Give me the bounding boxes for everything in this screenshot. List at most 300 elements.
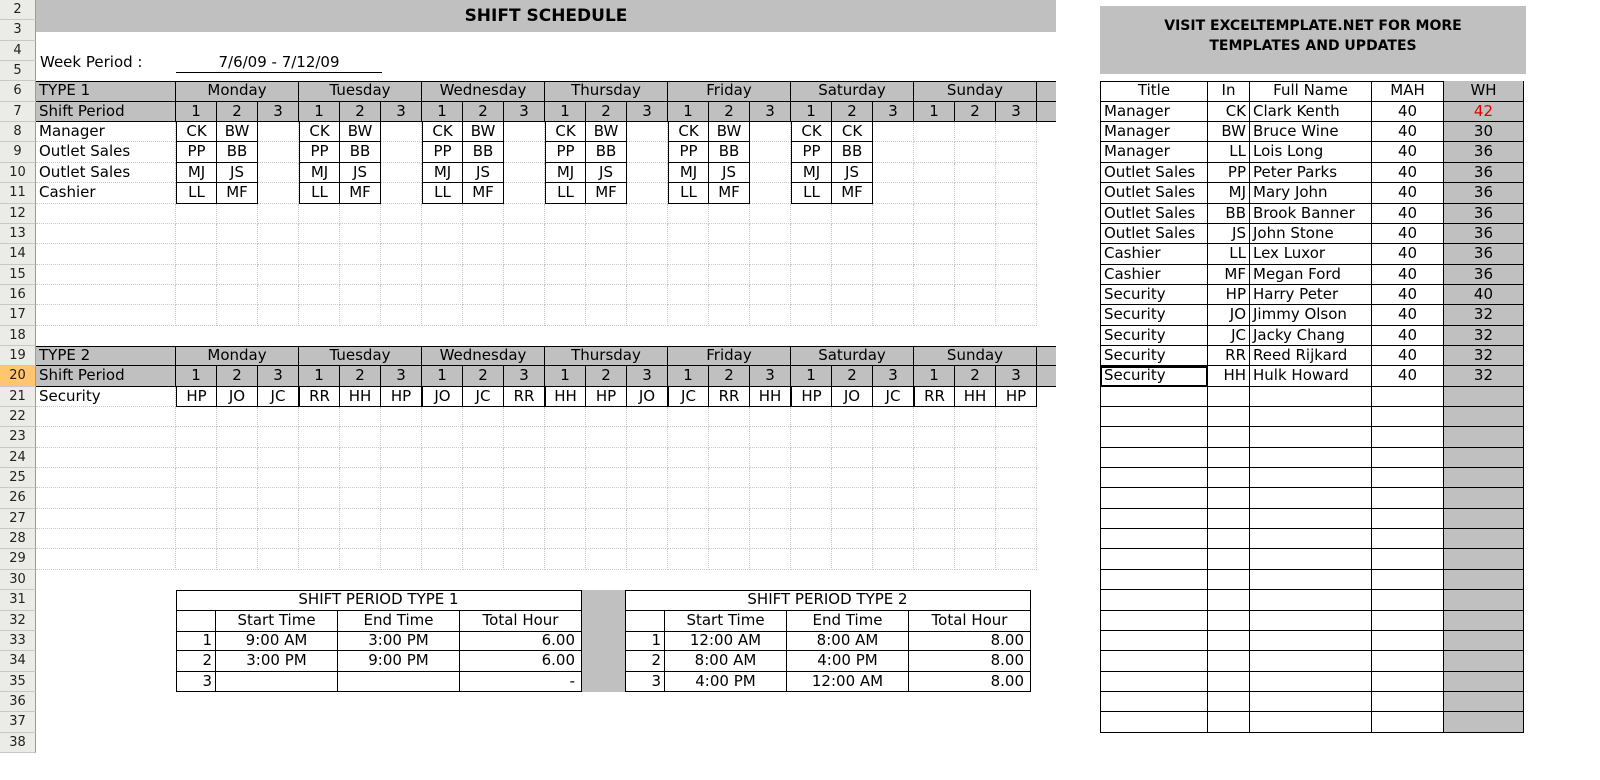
- grid-cell[interactable]: [873, 224, 914, 244]
- staff-initials[interactable]: [1208, 549, 1250, 570]
- grid-cell[interactable]: [668, 244, 709, 265]
- grid-cell[interactable]: [791, 407, 832, 427]
- staff-initials[interactable]: [1208, 448, 1250, 468]
- grid-cell[interactable]: [709, 529, 750, 549]
- staff-mah[interactable]: [1372, 631, 1444, 651]
- grid-cell[interactable]: [914, 204, 955, 224]
- schedule-cell[interactable]: RR: [504, 387, 545, 407]
- grid-cell[interactable]: [176, 204, 217, 224]
- staff-mah[interactable]: 40: [1372, 204, 1444, 224]
- staff-mah[interactable]: [1372, 387, 1444, 407]
- schedule-cell[interactable]: [381, 122, 422, 142]
- schedule-cell[interactable]: JC: [873, 387, 914, 407]
- staff-full-name[interactable]: [1250, 488, 1372, 509]
- row-number[interactable]: 27: [0, 509, 36, 529]
- staff-title[interactable]: [1100, 672, 1208, 692]
- active-cell-outline[interactable]: [1100, 366, 1208, 387]
- staff-mah[interactable]: 40: [1372, 183, 1444, 204]
- staff-wh[interactable]: [1444, 570, 1524, 590]
- staff-wh[interactable]: [1444, 692, 1524, 712]
- row-number[interactable]: 23: [0, 427, 36, 448]
- schedule-cell[interactable]: MJ: [422, 163, 463, 183]
- schedule-cell[interactable]: HP: [791, 387, 832, 407]
- grid-cell[interactable]: [299, 509, 340, 529]
- grid-cell[interactable]: [996, 448, 1037, 468]
- schedule-cell[interactable]: RR: [709, 387, 750, 407]
- grid-cell[interactable]: [36, 407, 176, 427]
- grid-cell[interactable]: [914, 265, 955, 285]
- staff-wh[interactable]: 32: [1444, 305, 1524, 326]
- grid-cell[interactable]: [422, 265, 463, 285]
- schedule-cell[interactable]: MJ: [545, 163, 586, 183]
- schedule-cell[interactable]: [873, 122, 914, 142]
- schedule-cell[interactable]: JS: [217, 163, 258, 183]
- staff-initials[interactable]: JS: [1208, 224, 1250, 244]
- grid-cell[interactable]: [586, 204, 627, 224]
- staff-mah[interactable]: [1372, 611, 1444, 631]
- grid-cell[interactable]: [36, 244, 176, 265]
- grid-cell[interactable]: [832, 448, 873, 468]
- staff-title[interactable]: Outlet Sales: [1100, 183, 1208, 204]
- staff-initials[interactable]: BW: [1208, 122, 1250, 142]
- staff-mah[interactable]: 40: [1372, 102, 1444, 122]
- staff-wh[interactable]: 36: [1444, 142, 1524, 163]
- row-number[interactable]: 10: [0, 163, 36, 183]
- staff-mah[interactable]: [1372, 529, 1444, 549]
- schedule-cell[interactable]: RR: [914, 387, 955, 407]
- staff-full-name[interactable]: Megan Ford: [1250, 265, 1372, 285]
- grid-cell[interactable]: [873, 448, 914, 468]
- grid-cell[interactable]: [504, 427, 545, 448]
- grid-cell[interactable]: [996, 529, 1037, 549]
- grid-cell[interactable]: [422, 244, 463, 265]
- schedule-cell[interactable]: [381, 183, 422, 204]
- grid-cell[interactable]: [914, 468, 955, 488]
- schedule-cell[interactable]: [627, 163, 668, 183]
- staff-title[interactable]: Outlet Sales: [1100, 224, 1208, 244]
- grid-cell[interactable]: [217, 529, 258, 549]
- grid-cell[interactable]: [258, 224, 299, 244]
- staff-wh[interactable]: 36: [1444, 204, 1524, 224]
- grid-cell[interactable]: [873, 204, 914, 224]
- grid-cell[interactable]: [914, 509, 955, 529]
- schedule-cell[interactable]: MJ: [668, 163, 709, 183]
- grid-cell[interactable]: [996, 407, 1037, 427]
- staff-wh[interactable]: [1444, 468, 1524, 488]
- staff-title[interactable]: [1100, 549, 1208, 570]
- grid-cell[interactable]: [217, 549, 258, 570]
- grid-cell[interactable]: [750, 427, 791, 448]
- grid-cell[interactable]: [340, 204, 381, 224]
- schedule-cell[interactable]: HH: [955, 387, 996, 407]
- grid-cell[interactable]: [586, 509, 627, 529]
- grid-cell[interactable]: [627, 509, 668, 529]
- staff-mah[interactable]: [1372, 468, 1444, 488]
- grid-cell[interactable]: [996, 204, 1037, 224]
- grid-cell[interactable]: [422, 224, 463, 244]
- grid-cell[interactable]: [668, 529, 709, 549]
- grid-cell[interactable]: [791, 529, 832, 549]
- grid-cell[interactable]: [299, 448, 340, 468]
- grid-cell[interactable]: [955, 244, 996, 265]
- grid-cell[interactable]: [258, 407, 299, 427]
- row-number[interactable]: 4: [0, 41, 36, 61]
- row-number[interactable]: 36: [0, 692, 36, 712]
- grid-cell[interactable]: [463, 224, 504, 244]
- grid-cell[interactable]: [627, 427, 668, 448]
- staff-initials[interactable]: [1208, 468, 1250, 488]
- grid-cell[interactable]: [340, 285, 381, 305]
- schedule-cell[interactable]: BB: [217, 142, 258, 163]
- staff-title[interactable]: [1100, 631, 1208, 651]
- staff-mah[interactable]: 40: [1372, 346, 1444, 366]
- row-number[interactable]: 29: [0, 549, 36, 570]
- grid-cell[interactable]: [463, 244, 504, 265]
- staff-full-name[interactable]: [1250, 468, 1372, 488]
- grid-cell[interactable]: [381, 305, 422, 326]
- grid-cell[interactable]: [258, 244, 299, 265]
- schedule-row-title[interactable]: Outlet Sales: [36, 163, 176, 183]
- staff-initials[interactable]: [1208, 427, 1250, 448]
- grid-cell[interactable]: [955, 488, 996, 509]
- staff-full-name[interactable]: [1250, 692, 1372, 712]
- grid-cell[interactable]: [627, 407, 668, 427]
- staff-wh[interactable]: [1444, 488, 1524, 509]
- grid-cell[interactable]: [36, 448, 176, 468]
- schedule-row-title[interactable]: Manager: [36, 122, 176, 142]
- schedule-cell[interactable]: [258, 142, 299, 163]
- grid-cell[interactable]: [709, 549, 750, 570]
- schedule-cell[interactable]: BW: [217, 122, 258, 142]
- grid-cell[interactable]: [586, 448, 627, 468]
- grid-cell[interactable]: [873, 509, 914, 529]
- row-number[interactable]: 22: [0, 407, 36, 427]
- staff-title[interactable]: Cashier: [1100, 265, 1208, 285]
- end-time[interactable]: [338, 672, 460, 692]
- schedule-cell[interactable]: [873, 142, 914, 163]
- grid-cell[interactable]: [832, 305, 873, 326]
- staff-wh[interactable]: [1444, 590, 1524, 611]
- staff-initials[interactable]: [1208, 509, 1250, 529]
- grid-cell[interactable]: [258, 204, 299, 224]
- grid-cell[interactable]: [299, 305, 340, 326]
- start-time[interactable]: 12:00 AM: [665, 631, 787, 651]
- row-number[interactable]: 9: [0, 142, 36, 163]
- row-number[interactable]: 33: [0, 631, 36, 651]
- grid-cell[interactable]: [504, 529, 545, 549]
- grid-cell[interactable]: [217, 244, 258, 265]
- row-number[interactable]: 37: [0, 712, 36, 733]
- schedule-cell[interactable]: LL: [791, 183, 832, 204]
- grid-cell[interactable]: [586, 305, 627, 326]
- schedule-cell[interactable]: JO: [422, 387, 463, 407]
- schedule-cell[interactable]: [996, 122, 1037, 142]
- grid-cell[interactable]: [258, 305, 299, 326]
- staff-title[interactable]: Security: [1100, 305, 1208, 326]
- schedule-row-title[interactable]: Cashier: [36, 183, 176, 204]
- grid-cell[interactable]: [668, 488, 709, 509]
- schedule-cell[interactable]: HH: [340, 387, 381, 407]
- grid-cell[interactable]: [791, 285, 832, 305]
- schedule-cell[interactable]: [914, 163, 955, 183]
- grid-cell[interactable]: [668, 407, 709, 427]
- grid-cell[interactable]: [750, 448, 791, 468]
- staff-title[interactable]: [1100, 427, 1208, 448]
- grid-cell[interactable]: [791, 244, 832, 265]
- staff-title[interactable]: [1100, 448, 1208, 468]
- grid-cell[interactable]: [504, 407, 545, 427]
- grid-cell[interactable]: [873, 265, 914, 285]
- grid-cell[interactable]: [340, 468, 381, 488]
- staff-title[interactable]: [1100, 529, 1208, 549]
- schedule-cell[interactable]: JS: [463, 163, 504, 183]
- row-number[interactable]: 13: [0, 224, 36, 244]
- grid-cell[interactable]: [709, 448, 750, 468]
- staff-initials[interactable]: [1208, 631, 1250, 651]
- staff-wh[interactable]: [1444, 509, 1524, 529]
- grid-cell[interactable]: [914, 407, 955, 427]
- grid-cell[interactable]: [340, 224, 381, 244]
- staff-initials[interactable]: [1208, 692, 1250, 712]
- grid-cell[interactable]: [627, 265, 668, 285]
- staff-wh[interactable]: 42: [1444, 102, 1524, 122]
- row-number[interactable]: 6: [0, 81, 36, 102]
- schedule-cell[interactable]: MF: [217, 183, 258, 204]
- grid-cell[interactable]: [709, 407, 750, 427]
- staff-title[interactable]: Outlet Sales: [1100, 204, 1208, 224]
- start-time[interactable]: [216, 672, 338, 692]
- staff-wh[interactable]: [1444, 712, 1524, 733]
- grid-cell[interactable]: [914, 427, 955, 448]
- grid-cell[interactable]: [955, 407, 996, 427]
- schedule-cell[interactable]: BB: [709, 142, 750, 163]
- grid-cell[interactable]: [996, 285, 1037, 305]
- schedule-cell[interactable]: HP: [381, 387, 422, 407]
- grid-cell[interactable]: [381, 427, 422, 448]
- grid-cell[interactable]: [545, 549, 586, 570]
- grid-cell[interactable]: [36, 305, 176, 326]
- staff-mah[interactable]: [1372, 590, 1444, 611]
- grid-cell[interactable]: [504, 265, 545, 285]
- staff-title[interactable]: [1100, 407, 1208, 427]
- grid-cell[interactable]: [176, 305, 217, 326]
- grid-cell[interactable]: [627, 204, 668, 224]
- grid-cell[interactable]: [545, 529, 586, 549]
- staff-title[interactable]: Security: [1100, 346, 1208, 366]
- staff-title[interactable]: Security: [1100, 326, 1208, 346]
- staff-initials[interactable]: MJ: [1208, 183, 1250, 204]
- grid-cell[interactable]: [381, 468, 422, 488]
- staff-mah[interactable]: 40: [1372, 305, 1444, 326]
- schedule-row-title[interactable]: Outlet Sales: [36, 142, 176, 163]
- grid-cell[interactable]: [217, 285, 258, 305]
- staff-title[interactable]: Manager: [1100, 102, 1208, 122]
- grid-cell[interactable]: [36, 488, 176, 509]
- grid-cell[interactable]: [955, 468, 996, 488]
- staff-initials[interactable]: HH: [1208, 366, 1250, 387]
- grid-cell[interactable]: [750, 549, 791, 570]
- grid-cell[interactable]: [422, 285, 463, 305]
- grid-cell[interactable]: [258, 509, 299, 529]
- grid-cell[interactable]: [299, 204, 340, 224]
- grid-cell[interactable]: [504, 305, 545, 326]
- schedule-cell[interactable]: [504, 163, 545, 183]
- schedule-cell[interactable]: PP: [422, 142, 463, 163]
- schedule-cell[interactable]: [955, 163, 996, 183]
- schedule-cell[interactable]: MF: [586, 183, 627, 204]
- grid-cell[interactable]: [36, 549, 176, 570]
- schedule-cell[interactable]: [627, 122, 668, 142]
- schedule-cell[interactable]: JO: [627, 387, 668, 407]
- grid-cell[interactable]: [545, 509, 586, 529]
- row-number[interactable]: 26: [0, 488, 36, 509]
- grid-cell[interactable]: [709, 285, 750, 305]
- grid-cell[interactable]: [955, 509, 996, 529]
- grid-cell[interactable]: [914, 549, 955, 570]
- grid-cell[interactable]: [422, 488, 463, 509]
- staff-full-name[interactable]: [1250, 631, 1372, 651]
- grid-cell[interactable]: [422, 305, 463, 326]
- grid-cell[interactable]: [627, 488, 668, 509]
- schedule-cell[interactable]: JO: [832, 387, 873, 407]
- grid-cell[interactable]: [709, 509, 750, 529]
- schedule-row-title[interactable]: Security: [36, 387, 176, 407]
- grid-cell[interactable]: [217, 427, 258, 448]
- grid-cell[interactable]: [955, 448, 996, 468]
- staff-wh[interactable]: [1444, 611, 1524, 631]
- schedule-cell[interactable]: [914, 122, 955, 142]
- grid-cell[interactable]: [627, 549, 668, 570]
- grid-cell[interactable]: [381, 488, 422, 509]
- staff-full-name[interactable]: Clark Kenth: [1250, 102, 1372, 122]
- grid-cell[interactable]: [217, 468, 258, 488]
- staff-title[interactable]: [1100, 570, 1208, 590]
- staff-initials[interactable]: LL: [1208, 244, 1250, 265]
- staff-mah[interactable]: 40: [1372, 366, 1444, 387]
- schedule-cell[interactable]: [504, 183, 545, 204]
- grid-cell[interactable]: [258, 488, 299, 509]
- schedule-cell[interactable]: MJ: [791, 163, 832, 183]
- staff-full-name[interactable]: [1250, 651, 1372, 672]
- grid-cell[interactable]: [422, 204, 463, 224]
- staff-wh[interactable]: 40: [1444, 285, 1524, 305]
- grid-cell[interactable]: [463, 427, 504, 448]
- grid-cell[interactable]: [381, 529, 422, 549]
- grid-cell[interactable]: [381, 265, 422, 285]
- grid-cell[interactable]: [258, 265, 299, 285]
- schedule-cell[interactable]: BB: [463, 142, 504, 163]
- row-number[interactable]: 34: [0, 651, 36, 672]
- row-number[interactable]: 7: [0, 102, 36, 122]
- staff-full-name[interactable]: Lex Luxor: [1250, 244, 1372, 265]
- staff-full-name[interactable]: [1250, 712, 1372, 733]
- grid-cell[interactable]: [299, 244, 340, 265]
- grid-cell[interactable]: [422, 448, 463, 468]
- grid-cell[interactable]: [996, 305, 1037, 326]
- grid-cell[interactable]: [873, 529, 914, 549]
- staff-full-name[interactable]: Reed Rijkard: [1250, 346, 1372, 366]
- staff-title[interactable]: Manager: [1100, 122, 1208, 142]
- schedule-cell[interactable]: PP: [299, 142, 340, 163]
- end-time[interactable]: 8:00 AM: [787, 631, 909, 651]
- staff-title[interactable]: [1100, 468, 1208, 488]
- schedule-cell[interactable]: [258, 122, 299, 142]
- grid-cell[interactable]: [914, 448, 955, 468]
- grid-cell[interactable]: [340, 244, 381, 265]
- grid-cell[interactable]: [750, 305, 791, 326]
- grid-cell[interactable]: [36, 529, 176, 549]
- staff-initials[interactable]: CK: [1208, 102, 1250, 122]
- schedule-cell[interactable]: [627, 142, 668, 163]
- grid-cell[interactable]: [258, 529, 299, 549]
- staff-wh[interactable]: [1444, 549, 1524, 570]
- staff-full-name[interactable]: [1250, 407, 1372, 427]
- grid-cell[interactable]: [832, 204, 873, 224]
- schedule-cell[interactable]: JS: [832, 163, 873, 183]
- grid-cell[interactable]: [955, 265, 996, 285]
- grid-cell[interactable]: [381, 407, 422, 427]
- grid-cell[interactable]: [914, 244, 955, 265]
- grid-cell[interactable]: [832, 427, 873, 448]
- grid-cell[interactable]: [340, 407, 381, 427]
- row-number[interactable]: 16: [0, 285, 36, 305]
- staff-wh[interactable]: [1444, 427, 1524, 448]
- grid-cell[interactable]: [750, 488, 791, 509]
- grid-cell[interactable]: [217, 224, 258, 244]
- grid-cell[interactable]: [381, 549, 422, 570]
- grid-cell[interactable]: [463, 549, 504, 570]
- row-number[interactable]: 25: [0, 468, 36, 488]
- staff-full-name[interactable]: Brook Banner: [1250, 204, 1372, 224]
- row-number[interactable]: 31: [0, 590, 36, 611]
- grid-cell[interactable]: [422, 509, 463, 529]
- schedule-cell[interactable]: JO: [217, 387, 258, 407]
- staff-mah[interactable]: 40: [1372, 326, 1444, 346]
- grid-cell[interactable]: [955, 204, 996, 224]
- grid-cell[interactable]: [709, 427, 750, 448]
- grid-cell[interactable]: [176, 427, 217, 448]
- schedule-cell[interactable]: [627, 183, 668, 204]
- staff-full-name[interactable]: [1250, 509, 1372, 529]
- grid-cell[interactable]: [340, 448, 381, 468]
- grid-cell[interactable]: [873, 244, 914, 265]
- staff-title[interactable]: Outlet Sales: [1100, 163, 1208, 183]
- staff-initials[interactable]: [1208, 488, 1250, 509]
- grid-cell[interactable]: [176, 529, 217, 549]
- grid-cell[interactable]: [955, 427, 996, 448]
- staff-mah[interactable]: [1372, 692, 1444, 712]
- schedule-cell[interactable]: [996, 183, 1037, 204]
- grid-cell[interactable]: [381, 244, 422, 265]
- row-number[interactable]: 18: [0, 326, 36, 346]
- staff-mah[interactable]: [1372, 712, 1444, 733]
- schedule-cell[interactable]: RR: [299, 387, 340, 407]
- staff-initials[interactable]: [1208, 570, 1250, 590]
- staff-wh[interactable]: 32: [1444, 346, 1524, 366]
- staff-full-name[interactable]: [1250, 448, 1372, 468]
- grid-cell[interactable]: [996, 509, 1037, 529]
- row-number[interactable]: 3: [0, 20, 36, 41]
- schedule-cell[interactable]: CK: [668, 122, 709, 142]
- row-number[interactable]: 17: [0, 305, 36, 326]
- staff-initials[interactable]: [1208, 387, 1250, 407]
- staff-mah[interactable]: 40: [1372, 265, 1444, 285]
- schedule-cell[interactable]: CK: [422, 122, 463, 142]
- start-time[interactable]: 4:00 PM: [665, 672, 787, 692]
- grid-cell[interactable]: [217, 305, 258, 326]
- grid-cell[interactable]: [955, 529, 996, 549]
- staff-initials[interactable]: JC: [1208, 326, 1250, 346]
